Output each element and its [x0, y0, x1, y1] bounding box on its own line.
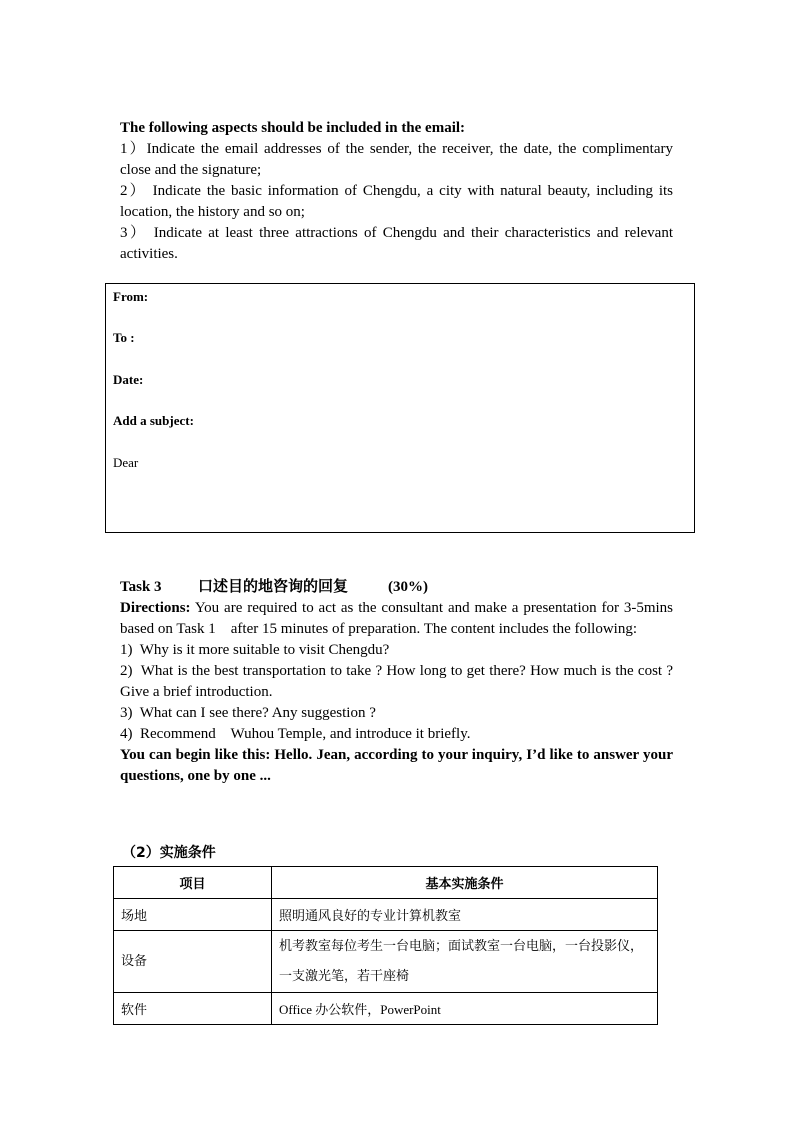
task3-question: 3) What can I see there? Any suggestion ?: [120, 705, 376, 721]
directions-label: Directions:: [120, 600, 191, 616]
email-subject-label: Add a subject:: [113, 413, 194, 428]
task3-title: 口述目的地咨询的回复: [198, 577, 349, 595]
conditions-table: [113, 866, 658, 1025]
aspects-heading: The following aspects should be included in the email:: [120, 120, 466, 136]
task3-opening: You can begin like this: Hello. Jean, according to your inquiry, I’d like to answer your questions, one by one ...: [120, 747, 673, 784]
table-cell: Office 办公软件，PowerPoint: [272, 993, 658, 1025]
table-cell: 软件: [114, 993, 272, 1025]
table-header-row: [114, 867, 658, 899]
email-to-label: To :: [113, 330, 135, 345]
task3-heading: [120, 576, 673, 598]
email-date-label: Date:: [113, 372, 144, 387]
task3-section: [120, 576, 677, 787]
email-aspects-section: [120, 118, 673, 265]
email-salutation: Dear: [113, 455, 139, 470]
table-cell: 设备: [114, 931, 272, 993]
task3-question: 4) Recommend Wuhou Temple, and introduce it briefly.: [120, 726, 471, 742]
task3-label: Task 3: [120, 579, 162, 595]
table-cell: 场地: [114, 899, 272, 931]
table-header: 项目: [114, 867, 272, 899]
email-form-box: [105, 283, 695, 533]
conditions-title: （2）实施条件: [122, 845, 216, 861]
task3-question: 1) Why is it more suitable to visit Chengdu?: [120, 642, 390, 658]
aspect-item: 3） Indicate at least three attractions of Chengdu and their characteristics and relevant activities.: [120, 225, 673, 262]
table-row: [114, 931, 658, 993]
task3-question: 2) What is the best transportation to take ? How long to get there? How much is the cost ? Give a brief introduction.: [120, 663, 677, 700]
email-from-label: From:: [113, 289, 149, 304]
table-row: [114, 993, 658, 1025]
table-cell: 照明通风良好的专业计算机教室: [272, 899, 658, 931]
table-header: 基本实施条件: [272, 867, 658, 899]
table-cell: 机考教室每位考生一台电脑；面试教室一台电脑，一台投影仪，一支激光笔，若干座椅: [272, 931, 658, 993]
aspect-item: 2） Indicate the basic information of Chengdu, a city with natural beauty, including its location, the history and so on;: [120, 183, 673, 220]
aspect-item: 1）Indicate the email addresses of the sender, the receiver, the date, the complimentary close and the signature;: [120, 141, 673, 178]
table-row: [114, 899, 658, 931]
task3-weight: (30%): [388, 579, 428, 595]
directions-text: You are required to act as the consultant and make a presentation for 3-5mins based on Task 1 after 15 minutes of preparation. The content includes the following:: [120, 600, 677, 637]
task3-directions: [120, 598, 677, 640]
